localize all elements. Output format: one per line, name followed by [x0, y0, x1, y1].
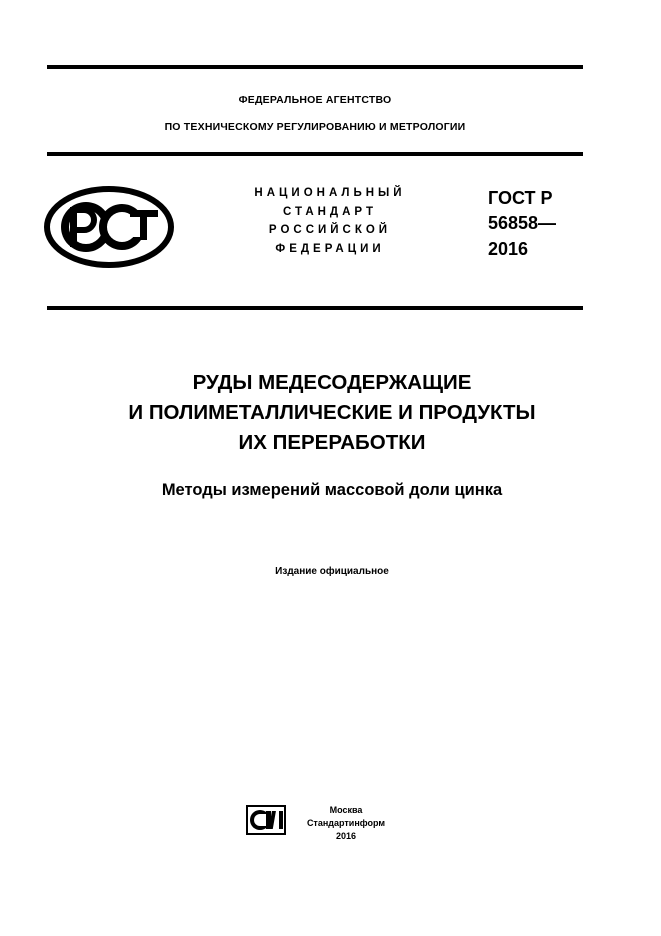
edition-label: Издание официальное	[275, 566, 389, 577]
agency-line-1: ФЕДЕРАЛЬНОЕ АГЕНТСТВО	[238, 94, 392, 106]
national-standard-line-4: ФЕДЕРАЦИИ	[275, 243, 385, 255]
document-title-line-3: ИХ ПЕРЕРАБОТКИ	[238, 431, 426, 454]
national-standard-line-2: СТАНДАРТ	[283, 206, 377, 218]
gost-number: 56858—	[488, 213, 557, 233]
national-standard-line-1: НАЦИОНАЛЬНЫЙ	[254, 187, 406, 199]
gost-title: ГОСТ Р	[488, 188, 553, 208]
publisher-city: Москва	[329, 805, 363, 815]
document-title-line-1: РУДЫ МЕДЕСОДЕРЖАЩИЕ	[192, 371, 472, 394]
standartinform-logo-icon	[246, 805, 286, 835]
middle-rule	[47, 152, 583, 156]
document-title-line-2: И ПОЛИМЕТАЛЛИЧЕСКИЕ И ПРОДУКТЫ	[128, 401, 536, 424]
national-standard-line-3: РОССИЙСКОЙ	[268, 224, 392, 236]
gost-year: 2016	[488, 239, 529, 259]
gost-r-certification-icon	[44, 186, 174, 268]
agency-line-2: ПО ТЕХНИЧЕСКОМУ РЕГУЛИРОВАНИЮ И МЕТРОЛОГИИ	[164, 121, 466, 133]
publisher-year: 2016	[335, 831, 357, 841]
bottom-rule	[47, 306, 583, 310]
top-rule	[47, 65, 583, 69]
publisher-name: Стандартинформ	[306, 818, 386, 828]
document-subtitle: Методы измерений массовой доли цинка	[161, 481, 503, 499]
